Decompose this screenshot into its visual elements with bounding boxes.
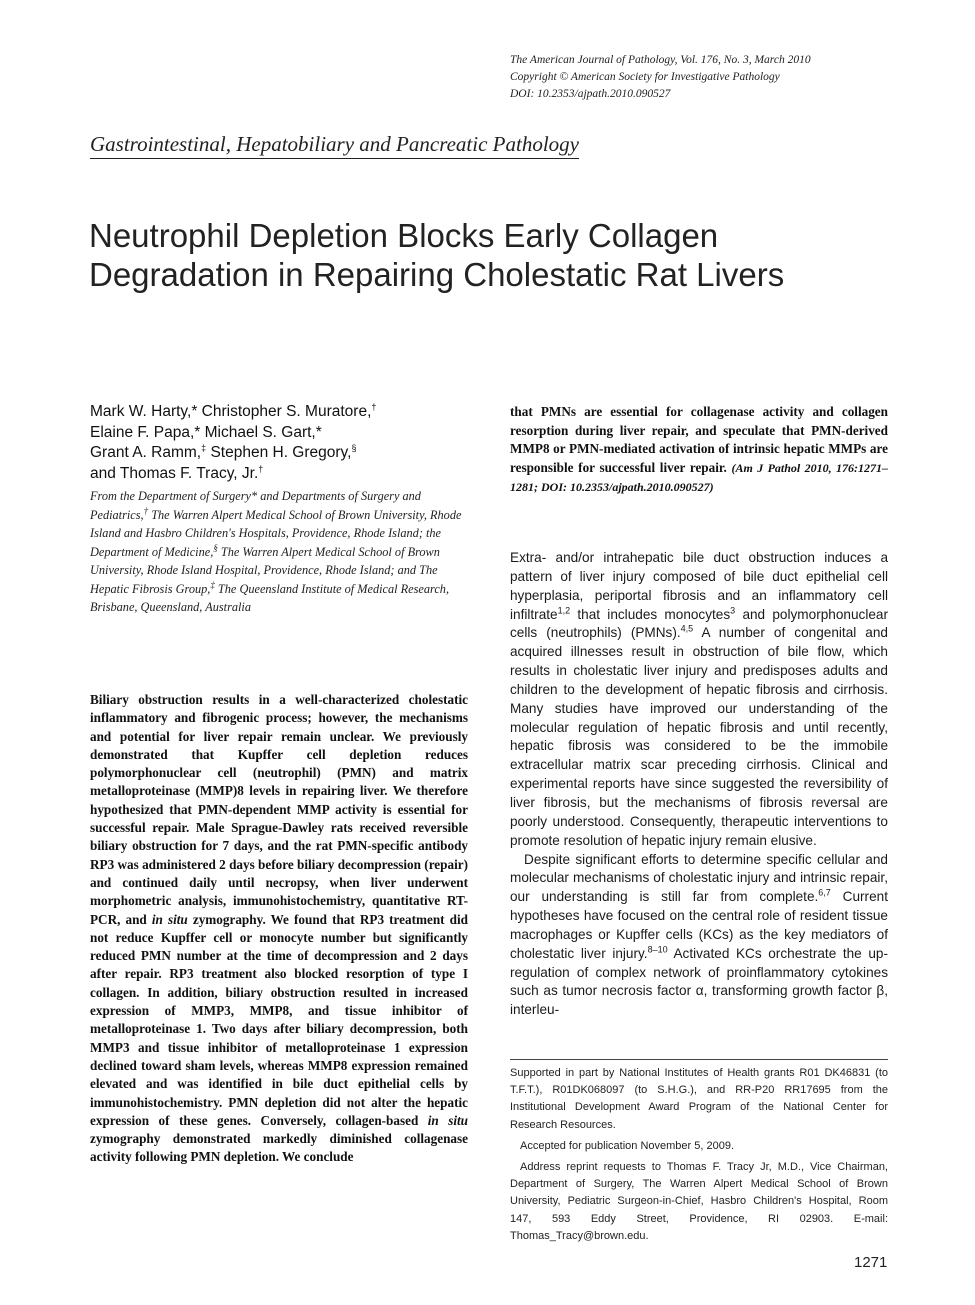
reference-mark: 4,5 xyxy=(680,623,694,634)
body-text-run: Despite significant efforts to determine specific cellular and molecular mechanisms of cholestatic injury and intrinsic repair, our understanding is still far from complete. xyxy=(510,851,888,905)
footnotes xyxy=(510,1065,888,1245)
affiliations xyxy=(90,487,468,617)
reference-mark: 1,2 xyxy=(557,605,571,615)
section-title: Gastrointestinal, Hepatobiliary and Pancreatic Pathology xyxy=(90,132,579,159)
abstract-text: that PMNs are essential for collagenase activity and collagen resorption during liver repair, and speculate that PMN-derived MMP8 or PMN-mediated activation of intrinsic hepatic MMPs are responsible for successful liver repair. xyxy=(510,404,888,476)
author-line xyxy=(90,464,490,485)
doi-line: DOI: 10.2353/ajpath.2010.090527 xyxy=(510,88,671,100)
affiliation-mark: † xyxy=(258,463,264,474)
body-paragraph xyxy=(510,851,888,1021)
body-text-run: Current hypotheses have focused on the central role of resident tissue macrophages or Kupffer cells (KCs) as the key mediators of cholestatic liver injury. xyxy=(510,889,888,961)
abstract-continuation xyxy=(510,403,888,497)
introduction-body xyxy=(510,549,888,1020)
reference-mark: 3 xyxy=(730,605,736,615)
affiliation-text: The Queensland Institute of Medical Research, Brisbane, Queensland, Australia xyxy=(90,581,450,614)
affiliation-text: From the Department of Surgery* and Departments of Surgery and Pediatrics, xyxy=(90,489,421,522)
body-text-run: A number of congenital and acquired illnesses result in obstruction of bile flow, which results in cholestatic liver injury and predisposes adults and children to the development of hepatic fibrosis and cirrhosis. Many studies have improved our understanding of the molecular regulation of hepatic fibrosis and until recently, hepatic fibrosis was considered to be the immobile extracellular matrix scar preceding cirrhosis. Clinical and experimental reports have since suggested the reversibility of liver fibrosis, but the mechanisms of fibrosis reversal are poorly understood. Consequently, therapeutic interventions to promote resolution of hepatic injury remain elusive. xyxy=(510,625,888,848)
author-names: Stephen H. Gregory, xyxy=(206,444,352,461)
affiliation-mark: ‡ xyxy=(201,442,207,453)
correspondence-footnote: Address reprint requests to Thomas F. Tracy Jr, M.D., Vice Chairman, Department of Surgery, The Warren Alpert Medical School of Brown University, Pediatric Surgeon-in-Chief, Hasbro Children's Hospital, Room 147, 593 Eddy Street, Providence, RI 02903. E-mail: Thomas_Tracy@brown.edu. xyxy=(510,1161,888,1242)
author-list xyxy=(90,402,490,484)
article-title-line-2: Degradation in Repairing Cholestatic Rat Livers xyxy=(89,256,785,293)
affiliation-text: The Warren Alpert Medical School of Brown University, Rhode Island and Hasbro Children's Hospitals, Providence, Rhode Island; the Department of Medicine, xyxy=(90,507,462,559)
journal-volume-line: The American Journal of Pathology, Vol. 176, No. 3, March 2010 xyxy=(510,54,811,66)
page-number: 1271 xyxy=(854,1254,888,1271)
author-names: and Thomas F. Tracy, Jr. xyxy=(90,464,259,482)
abstract-citation: (Am J Pathol 2010, 176:1271–1281; DOI: 10.2353/ajpath.2010.090527) xyxy=(510,461,888,494)
affiliation-mark: § xyxy=(213,542,218,553)
reference-mark: 6,7 xyxy=(818,887,831,898)
article-title-line-1: Neutrophil Depletion Blocks Early Collagen xyxy=(89,217,719,254)
funding-footnote: Supported in part by National Institutes of Health grants R01 DK46831 (to T.F.T.), R01DK068097 (to S.H.G.), and RR-P20 RR17695 from the Institutional Development Award Program of the National Center for Research Resources. xyxy=(510,1067,888,1131)
author-names: Grant A. Ramm, xyxy=(90,444,202,461)
affiliation-mark: † xyxy=(143,505,149,516)
abstract-text: Biliary obstruction results in a well-characterized cholestatic inflammatory and fibrogenic process; however, the mechanisms and potential for liver repair remain unclear. We previously demonstrated that Kupffer cell depletion reduces polymorphonuclear cell (neutrophil) (PMN) and matrix metalloproteinase (MMP)8 levels in repairing liver. We therefore hypothesized that PMN-dependent MMP activity is essential for successful repair. Male Sprague-Dawley rats received reversible biliary obstruction for 7 days, and the rat PMN-specific antibody RP3 was administered 2 days before biliary decompression (repair) and continued daily until necropsy, when liver underwent morphometric analysis, immunohistochemistry, quantitative RT-PCR, and xyxy=(90,692,468,927)
author-line xyxy=(90,402,490,423)
body-text-run: Activated KCs orchestrate the up-regulation of complex network of proinflammatory cytokines such as tumor necrosis factor α, transforming growth factor β, interleu- xyxy=(510,945,888,1018)
abstract-text: zymography demonstrated markedly diminished collagenase activity following PMN depletion. We conclude xyxy=(90,1131,468,1165)
affiliation-text: The Warren Alpert Medical School of Brown University, Rhode Island Hospital, Providence, Rhode Island; and The Hepatic Fibrosis Group, xyxy=(90,544,440,596)
footnote-divider xyxy=(510,1059,888,1060)
abstract-italic-term: in situ xyxy=(151,911,188,927)
journal-citation-header xyxy=(510,52,930,103)
accepted-footnote: Accepted for publication November 5, 2009. xyxy=(520,1139,735,1152)
abstract xyxy=(90,691,468,1167)
body-text-run: and polymorphonuclear cells (neutrophils) (PMNs). xyxy=(510,606,888,641)
body-text-run: that includes monocytes xyxy=(570,606,731,622)
reference-mark: 8–10 xyxy=(647,944,668,955)
body-text-run: Extra- and/or intrahepatic bile duct obstruction induces a pattern of liver injury composed of bile duct epithelial cell hyperplasia, periportal fibrosis and an inflammatory cell infiltrate xyxy=(510,550,888,622)
article-title xyxy=(89,216,889,294)
copyright-line: Copyright © American Society for Investigative Pathology xyxy=(510,71,780,83)
abstract-text: zymography. We found that RP3 treatment did not reduce Kupffer cell or monocyte number but significantly reduced PMN number at the time of decompression and 2 days after repair. RP3 treatment also blocked resorption of type I collagen. In addition, biliary obstruction resulted in increased expression of MMP3, MMP8, and tissue inhibitor of metalloproteinase 1. Two days after biliary decompression, both MMP3 and tissue inhibitor of metalloproteinase 1 expression declined toward sham levels, whereas MMP8 expression remained elevated and was identified in bile duct epithelial cells by immunohistochemistry. PMN depletion did not alter the hepatic expression of these genes. Conversely, collagen-based xyxy=(90,911,468,1128)
author-line xyxy=(90,443,490,464)
body-paragraph xyxy=(510,549,888,851)
affiliation-mark: § xyxy=(351,442,357,453)
author-line: Elaine F. Papa,* Michael S. Gart,* xyxy=(90,423,322,441)
abstract-italic-term: in situ xyxy=(427,1112,468,1128)
affiliation-mark: † xyxy=(371,401,377,412)
author-names: Mark W. Harty,* Christopher S. Muratore, xyxy=(90,403,372,420)
affiliation-mark: ‡ xyxy=(210,579,215,590)
